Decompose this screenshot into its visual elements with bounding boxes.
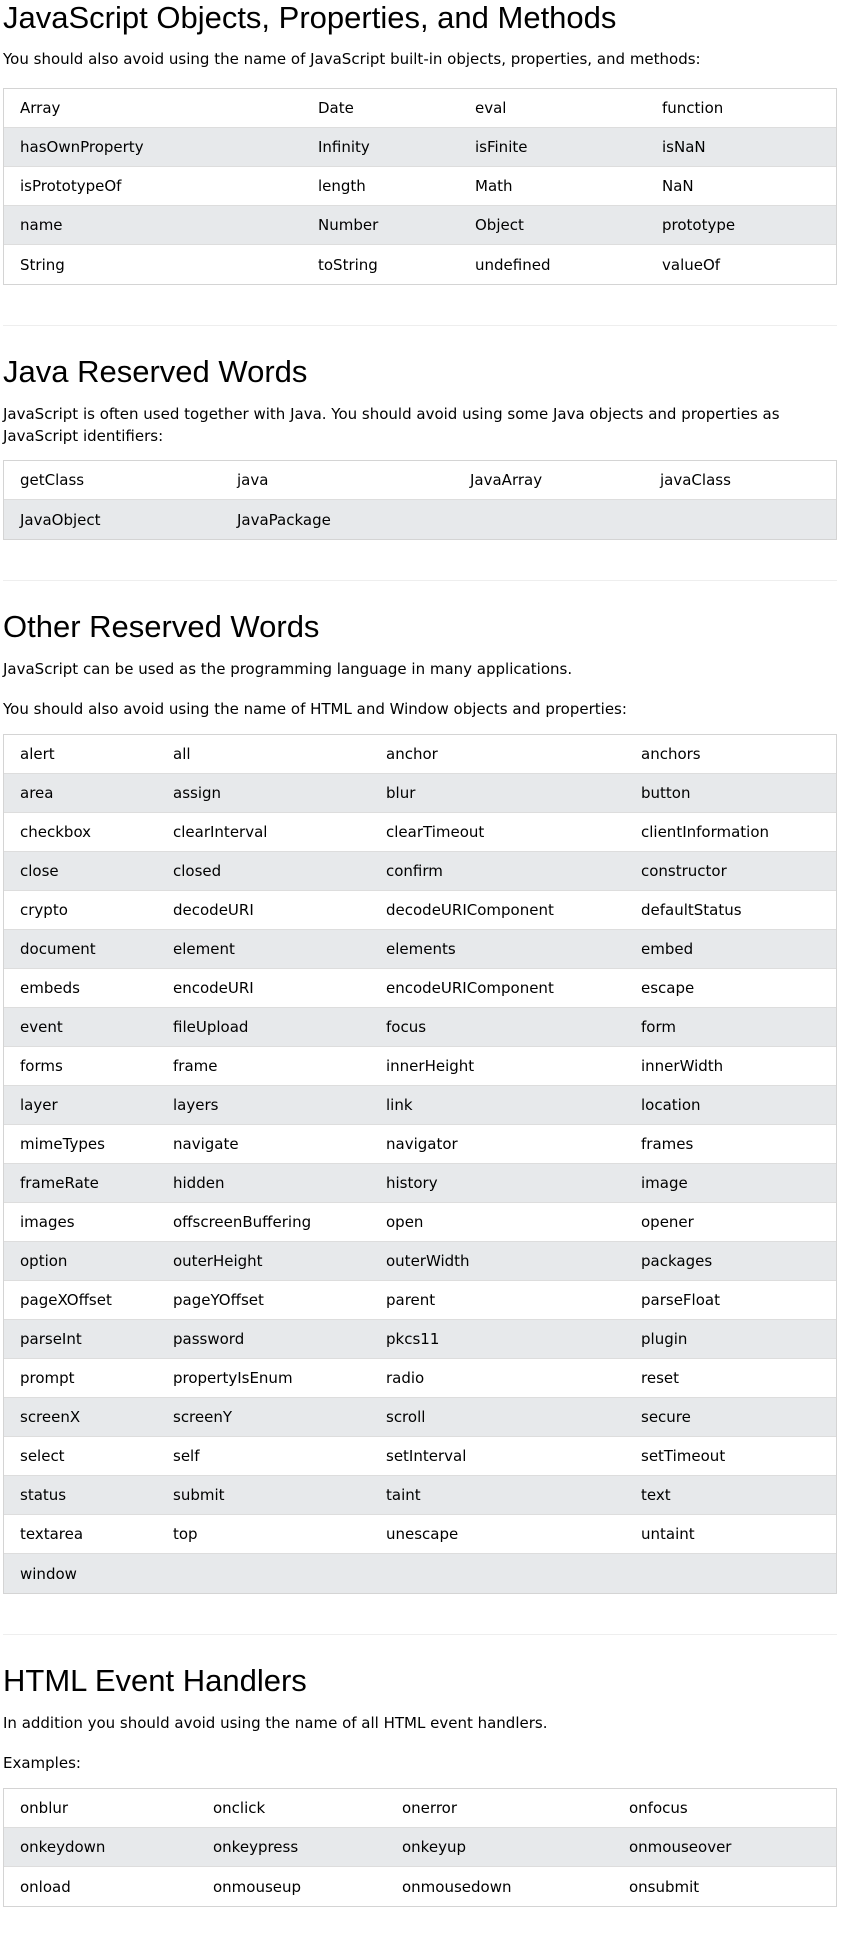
table-cell: onkeydown — [20, 1838, 106, 1856]
table-row — [4, 1008, 836, 1047]
table-row — [4, 1164, 836, 1203]
table-row — [4, 1203, 836, 1242]
table-row — [4, 1242, 836, 1281]
table-cell: isPrototypeOf — [20, 177, 122, 195]
table-cell: NaN — [662, 177, 694, 195]
table-cell: anchor — [386, 745, 438, 763]
section-title: Java Reserved Words — [3, 354, 308, 389]
table-cell: layer — [20, 1096, 58, 1114]
table-row — [4, 461, 836, 500]
table-cell: frames — [641, 1135, 694, 1153]
section-paragraph: In addition you should avoid using the name of all HTML event handlers. — [3, 1714, 548, 1732]
table-cell: form — [641, 1018, 676, 1036]
table-cell: status — [20, 1486, 67, 1504]
table-cell: Object — [475, 216, 524, 234]
table-row — [4, 1437, 836, 1476]
table-cell: javaClass — [660, 471, 731, 489]
table-cell: self — [173, 1447, 200, 1465]
event-handlers-table — [3, 1788, 837, 1907]
table-cell: packages — [641, 1252, 713, 1270]
table-cell: outerWidth — [386, 1252, 470, 1270]
table-cell: setInterval — [386, 1447, 467, 1465]
table-cell: prompt — [20, 1369, 75, 1387]
section-paragraph: JavaScript can be used as the programming language in many applications. — [3, 660, 573, 678]
table-cell: history — [386, 1174, 438, 1192]
table-cell: hidden — [173, 1174, 225, 1192]
table-cell: window — [20, 1564, 77, 1583]
table-cell: screenY — [173, 1408, 233, 1426]
table-cell: embeds — [20, 979, 80, 997]
table-cell: reset — [641, 1369, 679, 1387]
table-cell: element — [173, 940, 235, 958]
table-cell: Math — [475, 177, 513, 195]
reserved-words-table — [3, 88, 837, 285]
table-row — [4, 206, 836, 245]
table-cell: focus — [386, 1018, 427, 1036]
table-cell: frame — [173, 1057, 218, 1075]
table-cell: opener — [641, 1213, 694, 1231]
table-cell: prototype — [662, 216, 736, 234]
table-cell: mimeTypes — [20, 1135, 105, 1153]
table-row — [4, 1086, 836, 1125]
section-js-objects — [3, 0, 841, 285]
table-cell: document — [20, 940, 96, 958]
table-row — [4, 1515, 836, 1554]
table-cell: onsubmit — [629, 1877, 700, 1896]
table-cell: text — [641, 1486, 671, 1504]
table-cell: undefined — [475, 255, 551, 274]
table-cell: outerHeight — [173, 1252, 263, 1270]
table-cell: blur — [386, 784, 416, 802]
table-cell: function — [662, 99, 724, 117]
table-cell: all — [173, 745, 191, 763]
table-cell: encodeURIComponent — [386, 979, 554, 997]
table-cell: select — [20, 1447, 65, 1465]
table-cell: pageXOffset — [20, 1291, 112, 1309]
section-other-reserved — [3, 581, 841, 1594]
table-cell: plugin — [641, 1330, 688, 1348]
table-cell: close — [20, 862, 59, 880]
table-cell: clearInterval — [173, 823, 268, 841]
table-row — [4, 128, 836, 167]
table-cell: isNaN — [662, 138, 706, 156]
table-cell: embed — [641, 940, 694, 958]
table-cell: image — [641, 1174, 688, 1192]
table-cell: anchors — [641, 745, 701, 763]
table-cell: decodeURIComponent — [386, 901, 554, 919]
table-cell: onkeypress — [213, 1838, 299, 1856]
table-cell: onerror — [402, 1799, 457, 1817]
table-cell: java — [237, 471, 269, 489]
table-cell: Date — [318, 99, 354, 117]
table-row — [4, 1047, 836, 1086]
table-cell: submit — [173, 1486, 225, 1504]
table-cell: JavaPackage — [237, 510, 331, 529]
table-cell: images — [20, 1213, 75, 1231]
table-cell: untaint — [641, 1525, 695, 1543]
section-title: Other Reserved Words — [3, 609, 320, 644]
table-cell: pkcs11 — [386, 1330, 440, 1348]
table-row — [4, 89, 836, 128]
table-row — [4, 1320, 836, 1359]
table-row — [4, 245, 836, 284]
table-row — [4, 1398, 836, 1437]
table-cell: escape — [641, 979, 695, 997]
table-cell: onmouseover — [629, 1838, 732, 1856]
table-cell: Array — [20, 99, 61, 117]
table-cell: option — [20, 1252, 68, 1270]
table-row — [4, 500, 836, 539]
section-title: JavaScript Objects, Properties, and Methods — [3, 0, 617, 35]
table-cell: password — [173, 1330, 245, 1348]
table-cell: assign — [173, 784, 222, 802]
table-cell: textarea — [20, 1525, 84, 1543]
table-cell: crypto — [20, 901, 68, 919]
table-row — [4, 1281, 836, 1320]
table-cell: frameRate — [20, 1174, 99, 1192]
table-cell: secure — [641, 1408, 691, 1426]
table-row — [4, 891, 836, 930]
table-cell: screenX — [20, 1408, 81, 1426]
table-cell: toString — [318, 255, 378, 274]
section-paragraph: You should also avoid using the name of JavaScript built-in objects, properties, and methods: — [3, 50, 701, 68]
table-cell: button — [641, 784, 691, 802]
table-row — [4, 1359, 836, 1398]
table-cell: taint — [386, 1486, 421, 1504]
table-cell: getClass — [20, 471, 85, 489]
table-cell: scroll — [386, 1408, 426, 1426]
table-cell: unescape — [386, 1525, 459, 1543]
table-row — [4, 813, 836, 852]
section-paragraph: You should also avoid using the name of HTML and Window objects and properties: — [3, 700, 627, 718]
table-cell: String — [20, 255, 65, 274]
table-cell: name — [20, 216, 63, 234]
table-cell: onmousedown — [402, 1877, 512, 1896]
table-row — [4, 969, 836, 1008]
table-cell: decodeURI — [173, 901, 254, 919]
table-cell: setTimeout — [641, 1447, 726, 1465]
table-cell: onkeyup — [402, 1838, 466, 1856]
table-cell: open — [386, 1213, 424, 1231]
table-cell: checkbox — [20, 823, 92, 841]
reserved-words-table — [3, 734, 837, 1594]
table-cell: alert — [20, 745, 55, 763]
table-cell: offscreenBuffering — [173, 1213, 312, 1231]
table-row — [4, 774, 836, 813]
table-cell: innerHeight — [386, 1057, 475, 1075]
table-cell: onload — [20, 1877, 71, 1896]
table-cell: top — [173, 1525, 198, 1543]
table-row — [4, 735, 836, 774]
table-cell: JavaObject — [20, 510, 101, 529]
table-row — [4, 1828, 836, 1867]
table-row — [4, 167, 836, 206]
table-cell: onclick — [213, 1799, 266, 1817]
table-cell: elements — [386, 940, 456, 958]
section-paragraph: Examples: — [3, 1754, 81, 1772]
table-cell: closed — [173, 862, 222, 880]
reserved-words-table — [3, 460, 837, 540]
table-row — [4, 852, 836, 891]
table-cell: navigate — [173, 1135, 239, 1153]
table-cell: parent — [386, 1291, 436, 1309]
table-cell: valueOf — [662, 255, 721, 274]
table-cell: layers — [173, 1096, 219, 1114]
table-cell: length — [318, 177, 366, 195]
table-cell: Number — [318, 216, 379, 234]
table-cell: isFinite — [475, 138, 528, 156]
table-cell: propertyIsEnum — [173, 1369, 293, 1387]
table-row — [4, 1789, 836, 1828]
table-cell: pageYOffset — [173, 1291, 264, 1309]
table-cell: onmouseup — [213, 1877, 302, 1896]
table-cell: link — [386, 1096, 413, 1114]
table-cell: eval — [475, 99, 507, 117]
table-cell: parseFloat — [641, 1291, 720, 1309]
table-cell: area — [20, 784, 54, 802]
table-cell: clearTimeout — [386, 823, 485, 841]
table-cell: confirm — [386, 862, 443, 880]
table-cell: encodeURI — [173, 979, 254, 997]
table-cell: innerWidth — [641, 1057, 724, 1075]
table-row — [4, 1554, 836, 1593]
table-cell: event — [20, 1018, 63, 1036]
section-title: HTML Event Handlers — [3, 1663, 307, 1698]
table-row — [4, 1476, 836, 1515]
table-cell: onblur — [20, 1799, 69, 1817]
table-cell: constructor — [641, 862, 727, 880]
table-cell: JavaArray — [470, 471, 543, 489]
table-cell: forms — [20, 1057, 63, 1075]
table-cell: Infinity — [318, 138, 370, 156]
section-java-reserved — [3, 326, 841, 540]
table-cell: defaultStatus — [641, 901, 742, 919]
table-row — [4, 930, 836, 969]
table-cell: location — [641, 1096, 701, 1114]
table-cell: clientInformation — [641, 823, 770, 841]
table-row — [4, 1125, 836, 1164]
table-cell: hasOwnProperty — [20, 138, 144, 156]
table-row — [4, 1867, 836, 1906]
table-cell: parseInt — [20, 1330, 82, 1348]
section-paragraph: JavaScript is often used together with Java. You should avoid using some Java objects and properties as JavaScript identifiers: — [3, 405, 780, 445]
table-cell: navigator — [386, 1135, 458, 1153]
section-event-handlers — [3, 1635, 841, 1907]
table-cell: radio — [386, 1369, 425, 1387]
table-cell: fileUpload — [173, 1018, 249, 1036]
table-cell: onfocus — [629, 1799, 688, 1817]
